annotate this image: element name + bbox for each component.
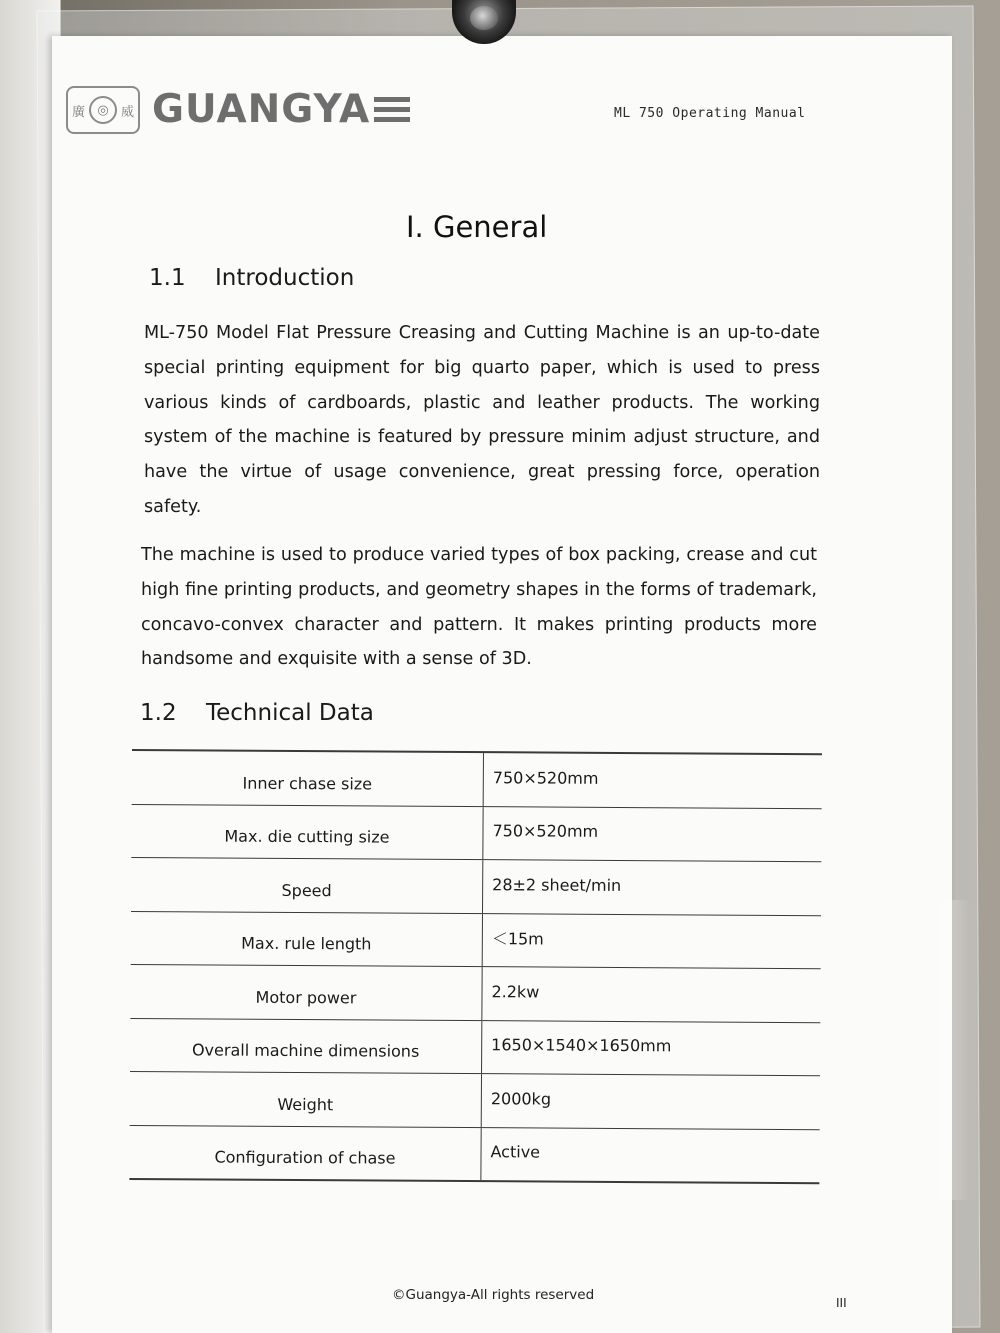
manual-title: ML 750 Operating Manual xyxy=(614,106,806,121)
spec-value: 1650×1540×1650mm xyxy=(491,1035,672,1056)
spec-label: Motor power xyxy=(130,965,482,1020)
emblem-mark-right: 威 xyxy=(121,104,135,120)
spec-label: Inner chase size xyxy=(132,751,484,806)
spec-value: 750×520mm xyxy=(492,767,599,788)
spec-value: 2.2kw xyxy=(491,981,540,1002)
intro-paragraph-2: The machine is used to produce varied types of box packing, crease and cut high fine printing products, and geometry shapes in the forms of trademark, concavo-convex character and pattern. It makes printing products more handsome and exquisite with a sense of 3D. xyxy=(141,545,817,670)
spec-value: 750×520mm xyxy=(492,821,599,842)
heading-text: Introduction xyxy=(215,265,355,291)
table-row xyxy=(131,803,821,861)
company-emblem-icon xyxy=(66,86,140,134)
table-row xyxy=(131,910,821,968)
brand-logo-text: GUANGYA xyxy=(152,86,371,132)
heading-introduction xyxy=(149,265,354,291)
spec-label: Configuration of chase xyxy=(129,1125,481,1180)
intro-paragraph-1: ML-750 Model Flat Pressure Creasing and Cutting Machine is an up-to-date special printing equipment for big quarto paper, which is used to press various kinds of cardboards, plastic and leather products. The working system of the machine is featured by pressure minim adjust structure, and have the virtue of usage convenience, great pressing force, operation safety. xyxy=(144,323,820,517)
binder-ring-center xyxy=(470,6,498,30)
technical-data-table xyxy=(129,749,822,1184)
spec-value: 28±2 sheet/min xyxy=(492,874,622,895)
table-row xyxy=(132,751,822,808)
sleeve-glare xyxy=(930,900,970,1200)
table-row xyxy=(130,1017,820,1075)
emblem-mark-left: 廣 xyxy=(71,104,85,120)
spec-label: Overall machine dimensions xyxy=(130,1018,482,1073)
spec-label: Speed xyxy=(131,858,483,913)
spec-label: Weight xyxy=(130,1072,482,1127)
heading-text: Technical Data xyxy=(206,700,374,726)
heading-number: 1.1 xyxy=(149,265,186,291)
page-number: III xyxy=(836,1296,847,1310)
spec-label: Max. die cutting size xyxy=(131,804,483,859)
lion-icon: ◎ xyxy=(89,96,117,124)
heading-number: 1.2 xyxy=(140,700,177,726)
brand-logo xyxy=(152,84,422,134)
table-row xyxy=(129,1124,819,1182)
spec-value: Active xyxy=(490,1142,541,1162)
logo-bars-icon xyxy=(374,97,410,122)
spec-value: 2000kg xyxy=(490,1088,552,1109)
table-row xyxy=(130,1071,820,1129)
copyright-footer: ©Guangya-All rights reserved xyxy=(392,1287,595,1303)
table-row xyxy=(131,857,821,915)
table-row xyxy=(130,964,820,1022)
heading-technical-data xyxy=(140,700,374,726)
spec-value: ＜15m xyxy=(491,929,544,949)
spec-label: Max. rule length xyxy=(131,911,483,966)
section-title: I. General xyxy=(406,210,548,244)
